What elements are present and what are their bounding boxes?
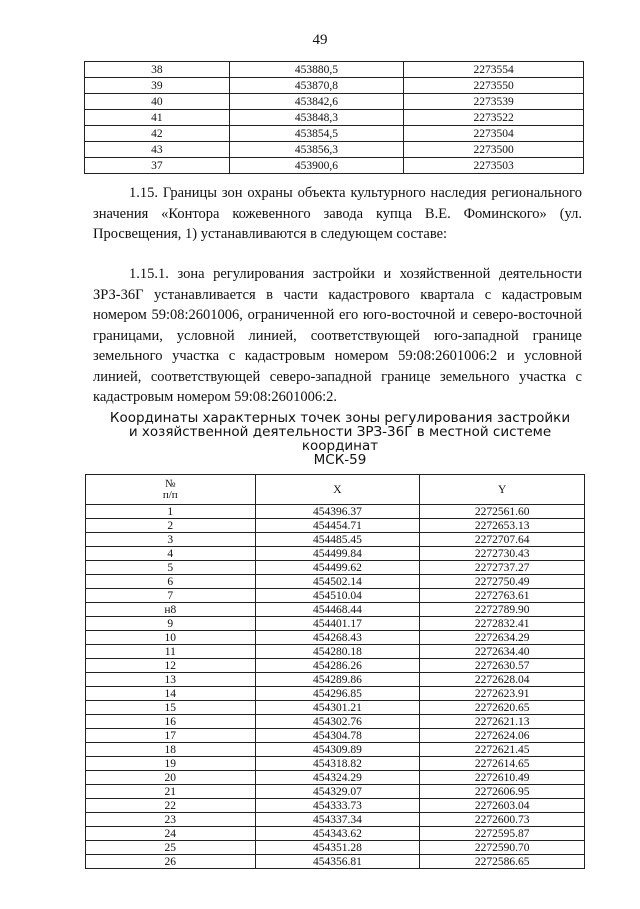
point-number-cell: 16	[86, 715, 256, 729]
x-coordinate-cell: 453854,5	[229, 126, 404, 142]
point-number-cell: 23	[86, 813, 256, 827]
point-number-cell: 15	[86, 701, 256, 715]
y-coordinate-cell: 2272610.49	[420, 771, 585, 785]
point-number-cell: 42	[85, 126, 230, 142]
table-row	[86, 771, 585, 785]
x-coordinate-cell: 454309.89	[255, 743, 420, 757]
y-coordinate-cell: 2272832.41	[420, 617, 585, 631]
coordinates-table-zrz-36g	[85, 474, 585, 869]
point-number-cell: 26	[86, 855, 256, 869]
x-coordinate-cell: 454351.28	[255, 841, 420, 855]
table-title	[90, 411, 590, 467]
table-row	[86, 841, 585, 855]
point-number-cell: 14	[86, 687, 256, 701]
y-coordinate-cell: 2272595.87	[420, 827, 585, 841]
y-coordinate-cell: 2272586.65	[420, 855, 585, 869]
header-number-abbr: п/п	[162, 488, 178, 501]
table-row	[86, 561, 585, 575]
y-coordinate-cell: 2272620.65	[420, 701, 585, 715]
x-coordinate-cell: 454296.85	[255, 687, 420, 701]
x-coordinate-cell: 454318.82	[255, 757, 420, 771]
table-row	[86, 645, 585, 659]
point-number-cell: 11	[86, 645, 256, 659]
table-title-line-1: Координаты характерных точек зоны регулирования застройки	[109, 410, 571, 426]
point-number-cell: 40	[85, 94, 230, 110]
header-number	[86, 475, 256, 505]
point-number-cell: 7	[86, 589, 256, 603]
point-number-cell: 22	[86, 799, 256, 813]
table-row	[86, 687, 585, 701]
point-number-cell: 37	[85, 158, 230, 174]
x-coordinate-cell: 454280.18	[255, 645, 420, 659]
point-number-cell: 4	[86, 547, 256, 561]
table-row	[86, 855, 585, 869]
table-row	[86, 813, 585, 827]
x-coordinate-cell: 454337.34	[255, 813, 420, 827]
table-row	[86, 729, 585, 743]
table-row	[86, 673, 585, 687]
table-row	[86, 743, 585, 757]
y-coordinate-cell: 2272600.73	[420, 813, 585, 827]
table-row	[85, 126, 584, 142]
x-coordinate-cell: 454396.37	[255, 505, 420, 519]
y-coordinate-cell: 2273522	[404, 110, 584, 126]
point-number-cell: 38	[85, 62, 230, 78]
x-coordinate-cell: 453870,8	[229, 78, 404, 94]
y-coordinate-cell: 2272737.27	[420, 561, 585, 575]
y-coordinate-cell: 2272750.49	[420, 575, 585, 589]
table-title-line-2: и хозяйственной деятельности ЗРЗ-36Г в местной системе координат	[128, 424, 552, 454]
y-coordinate-cell: 2272624.06	[420, 729, 585, 743]
table-row	[86, 799, 585, 813]
x-coordinate-cell: 454304.78	[255, 729, 420, 743]
x-coordinate-cell: 454510.04	[255, 589, 420, 603]
y-coordinate-cell: 2272763.61	[420, 589, 585, 603]
y-coordinate-cell: 2272630.57	[420, 659, 585, 673]
y-coordinate-cell: 2272590.70	[420, 841, 585, 855]
y-coordinate-cell: 2272614.65	[420, 757, 585, 771]
y-coordinate-cell: 2272789.90	[420, 603, 585, 617]
table-row	[85, 158, 584, 174]
header-x: X	[255, 475, 420, 505]
header-number-symbol: №	[165, 477, 176, 490]
y-coordinate-cell: 2273539	[404, 94, 584, 110]
point-number-cell: 39	[85, 78, 230, 94]
y-coordinate-cell: 2272561.60	[420, 505, 585, 519]
table-row	[85, 94, 584, 110]
x-coordinate-cell: 453900,6	[229, 158, 404, 174]
point-number-cell: 24	[86, 827, 256, 841]
x-coordinate-cell: 454343.62	[255, 827, 420, 841]
x-coordinate-cell: 454329.07	[255, 785, 420, 799]
y-coordinate-cell: 2273504	[404, 126, 584, 142]
table-row	[86, 505, 585, 519]
table-header-row	[86, 475, 585, 505]
x-coordinate-cell: 454301.21	[255, 701, 420, 715]
table-row	[86, 701, 585, 715]
paragraph-1-15-1: 1.15.1. зона регулирования застройки и хозяйственной деятельности ЗРЗ-36Г устанавливается в части кадастрового квартала с кадастровым номером 59:08:2601006, ограниченной его юго-восточной и северо-восточной границами, условной линией, соответствующей юго-западной границе земельного участка с кадастровым номером 59:08:2601006:2 и условной линией, соответствующей северо-западной границе земельного участка с кадастровым номером 59:08:2601006:2.	[93, 266, 582, 405]
table-row	[86, 715, 585, 729]
x-coordinate-cell: 454356.81	[255, 855, 420, 869]
y-coordinate-cell: 2272730.43	[420, 547, 585, 561]
x-coordinate-cell: 454499.62	[255, 561, 420, 575]
y-coordinate-cell: 2272634.40	[420, 645, 585, 659]
table-row	[86, 603, 585, 617]
table-row	[86, 519, 585, 533]
x-coordinate-cell: 454289.86	[255, 673, 420, 687]
point-number-cell: 10	[86, 631, 256, 645]
table-row	[86, 575, 585, 589]
y-coordinate-cell: 2272707.64	[420, 533, 585, 547]
page-number: 49	[312, 32, 328, 48]
x-coordinate-cell: 454502.14	[255, 575, 420, 589]
point-number-cell: 6	[86, 575, 256, 589]
x-coordinate-cell: 454268.43	[255, 631, 420, 645]
x-coordinate-cell: 454468.44	[255, 603, 420, 617]
table-row	[85, 142, 584, 158]
table-row	[86, 785, 585, 799]
point-number-cell: 18	[86, 743, 256, 757]
x-coordinate-cell: 453856,3	[229, 142, 404, 158]
y-coordinate-cell: 2272603.04	[420, 799, 585, 813]
y-coordinate-cell: 2272628.04	[420, 673, 585, 687]
header-y: Y	[420, 475, 585, 505]
y-coordinate-cell: 2273550	[404, 78, 584, 94]
point-number-cell: 12	[86, 659, 256, 673]
point-number-cell: 20	[86, 771, 256, 785]
coordinates-table-continued	[84, 61, 584, 174]
x-coordinate-cell: 454333.73	[255, 799, 420, 813]
table-row	[85, 110, 584, 126]
table-row	[86, 617, 585, 631]
table-title-line-3: МСК-59	[313, 452, 367, 468]
point-number-cell: 1	[86, 505, 256, 519]
y-coordinate-cell: 2273503	[404, 158, 584, 174]
point-number-cell: н8	[86, 603, 256, 617]
x-coordinate-cell: 454485.45	[255, 533, 420, 547]
y-coordinate-cell: 2272621.13	[420, 715, 585, 729]
point-number-cell: 5	[86, 561, 256, 575]
x-coordinate-cell: 454454.71	[255, 519, 420, 533]
table-row	[86, 631, 585, 645]
point-number-cell: 3	[86, 533, 256, 547]
x-coordinate-cell: 453880,5	[229, 62, 404, 78]
x-coordinate-cell: 453842,6	[229, 94, 404, 110]
table-row	[86, 547, 585, 561]
point-number-cell: 21	[86, 785, 256, 799]
y-coordinate-cell: 2272623.91	[420, 687, 585, 701]
table-row	[85, 62, 584, 78]
table-row	[85, 78, 584, 94]
y-coordinate-cell: 2272634.29	[420, 631, 585, 645]
x-coordinate-cell: 454286.26	[255, 659, 420, 673]
table-row	[86, 659, 585, 673]
x-coordinate-cell: 454499.84	[255, 547, 420, 561]
y-coordinate-cell: 2272653.13	[420, 519, 585, 533]
table-row	[86, 757, 585, 771]
x-coordinate-cell: 454401.17	[255, 617, 420, 631]
y-coordinate-cell: 2272606.95	[420, 785, 585, 799]
table-row	[86, 589, 585, 603]
table-row	[86, 533, 585, 547]
point-number-cell: 25	[86, 841, 256, 855]
x-coordinate-cell: 453848,3	[229, 110, 404, 126]
table-row	[86, 827, 585, 841]
point-number-cell: 2	[86, 519, 256, 533]
point-number-cell: 13	[86, 673, 256, 687]
point-number-cell: 17	[86, 729, 256, 743]
x-coordinate-cell: 454324.29	[255, 771, 420, 785]
paragraph-1-15: 1.15. Границы зон охраны объекта культурного наследия регионального значения «Контора кожевенного завода купца В.Е. Фоминского» (ул. Просвещения, 1) устанавливаются в следующем составе:	[93, 185, 582, 242]
point-number-cell: 43	[85, 142, 230, 158]
point-number-cell: 19	[86, 757, 256, 771]
y-coordinate-cell: 2273554	[404, 62, 584, 78]
point-number-cell: 41	[85, 110, 230, 126]
y-coordinate-cell: 2273500	[404, 142, 584, 158]
point-number-cell: 9	[86, 617, 256, 631]
y-coordinate-cell: 2272621.45	[420, 743, 585, 757]
x-coordinate-cell: 454302.76	[255, 715, 420, 729]
